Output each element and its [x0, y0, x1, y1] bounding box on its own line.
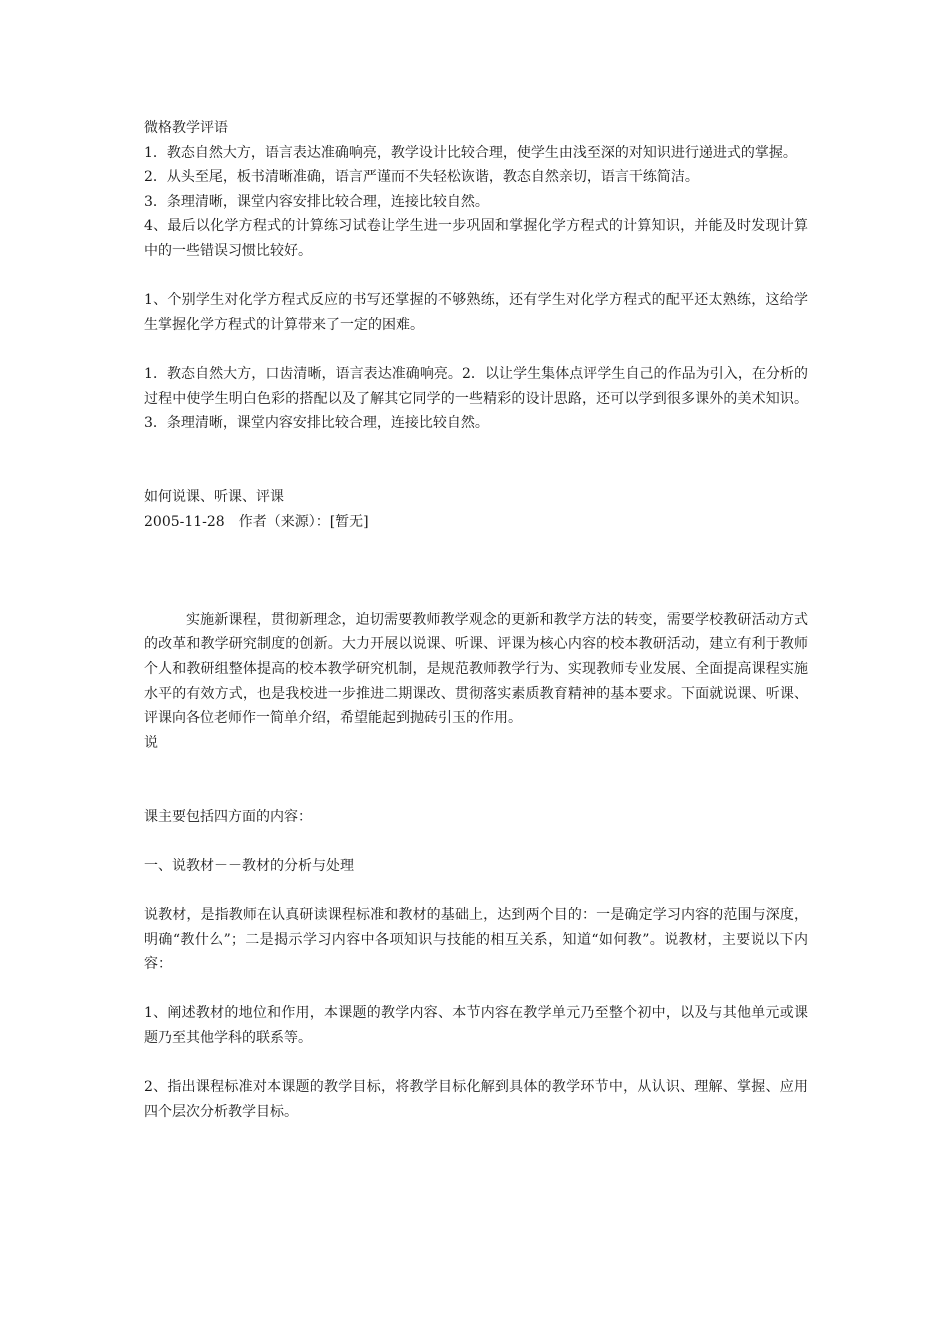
- comment-item-2: 2．从头至尾，板书清晰准确，语言严谨而不失轻松诙谐，教态自然亲切，语言干练简洁。: [144, 169, 699, 186]
- spacer: [144, 264, 808, 289]
- comment-item-1: 1．教态自然大方，语言表达准确响亮，教学设计比较合理，使学生由浅至深的对知识进行递进式的掌握。: [144, 144, 797, 161]
- article-meta: 2005-11-28 作者（来源）：[暂无]: [144, 513, 369, 530]
- section-title: 微格教学评语: [144, 120, 228, 136]
- shuo-jiaocai-paragraph: 说教材，是指教师在认真研读课程标准和教材的基础上，达到两个目的：一是确定学习内容的范围与深度，明确“教什么”；二是揭示学习内容中各项知识与技能的相互关系，知道“如何教”。说教材，主要说以下内容：: [144, 907, 808, 973]
- spacer: [144, 436, 808, 485]
- spacer: [144, 829, 808, 854]
- comment-paragraph-3: 1．教态自然大方，口齿清晰，语言表达准确响亮。2．以让学生集体点评学生自己的作品为引入，在分析的过程中使学生明白色彩的搭配以及了解其它同学的一些精彩的设计思路，还可以学到很多课外的美术知识。 3．条理清晰，课堂内容安排比较合理，连接比较自然。: [144, 365, 808, 432]
- comment-item-4: 4、最后以化学方程式的计算练习试卷让学生进一步巩固和掌握化学方程式的计算知识，并能及时发现计算中的一些错误习惯比较好。: [144, 218, 808, 259]
- spacer: [144, 755, 808, 804]
- shuo-char: 说: [144, 734, 158, 751]
- section-heading-1: 一、说教材－－教材的分析与处理: [144, 857, 354, 874]
- comment-paragraph-2: 1、个别学生对化学方程式反应的书写还掌握的不够熟练，还有学生对化学方程式的配平还太熟练，这给学生掌握化学方程式的计算带来了一定的困难。: [144, 292, 808, 333]
- spacer: [144, 337, 808, 362]
- spacer: [144, 1051, 808, 1076]
- article-intro: 实施新课程，贯彻新理念，迫切需要教师教学观念的更新和教学方法的转变，需要学校教研活动方式的改革和教学研究制度的创新。大力开展以说课、听课、评课为核心内容的校本教研活动，建立有利于教师个人和教研组整体提高的校本教学研究机制，是规范教师教学行为、实现教师专业发展、全面提高课程实施水平的有效方式，也是我校进一步推进二期课改、贯彻落实素质教育精神的基本要求。下面就说课、听课、评课向各位老师作一简单介绍，希望能起到抛砖引玉的作用。: [144, 611, 808, 727]
- point-2: 2、指出课程标准对本课题的教学目标，将教学目标化解到具体的教学环节中，从认识、理解、掌握、应用四个层次分析教学目标。: [144, 1079, 808, 1120]
- document-page: [144, 116, 808, 1124]
- article-title: 如何说课、听课、评课: [144, 488, 284, 505]
- comment-item-3: 3．条理清晰，课堂内容安排比较合理，连接比较自然。: [144, 193, 489, 210]
- spacer: [144, 977, 808, 1002]
- point-1: 1、阐述教材的地位和作用，本课题的教学内容、本节内容在教学单元乃至整个初中，以及与其他单元或课题乃至其他学科的联系等。: [144, 1005, 808, 1046]
- spacer: [144, 878, 808, 903]
- ke-intro: 课主要包括四方面的内容：: [144, 808, 312, 825]
- spacer: [144, 534, 808, 608]
